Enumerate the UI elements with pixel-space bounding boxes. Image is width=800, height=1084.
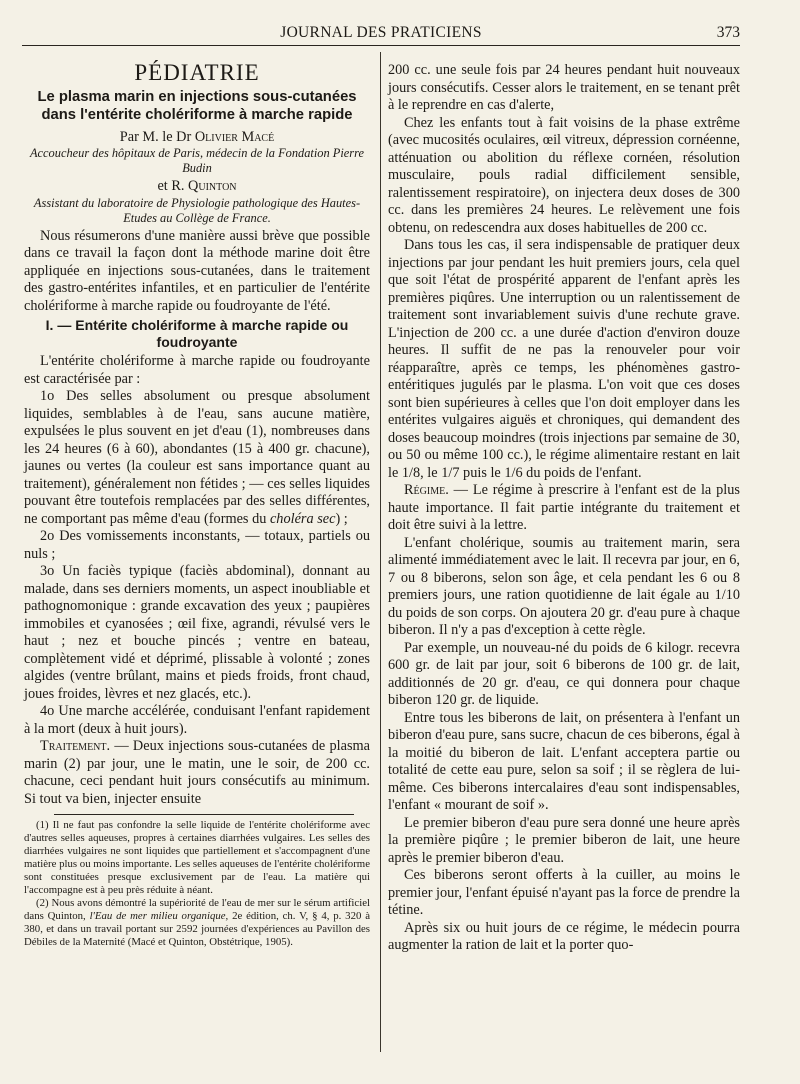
footnote-1: (1) Il ne faut pas confondre la selle liquide de l'entérite cholériforme avec d'autres selles aqueuses, propres à certaines diarrhées vulgaires. Les selles des diarrhées vulgaires ne sont liquides que partiellement et s'accompagnent d'une matière plus ou moins importante. Les selles aqueuses de l'entérite cholériforme sont constituées presque exclusivement par de l'eau. La matière qui l'accompagne est à peu près réduite à néant. [24, 819, 370, 896]
byline-author-1 [24, 129, 370, 147]
footnote-2-text-b: 2e édition, ch. V, § 4, p. 320 à 380, et dans un travail portant sur 2592 journées d'expériences au Pavillon des Débiles de la Maternité (Macé et Quinton, Obstétrique, 1905). [24, 910, 370, 948]
water-bottles-paragraph: Entre tous les biberons de lait, on présentera à l'enfant un biberon d'eau pure, sans sucre, chacun de ces biberons, égal à la moitié du biberon de lait. L'enfant acceptera partie ou totalité de cette eau pure, selon sa soif ; il se règlera de lui-même. Ces biberons intercalaires d'eau sont indispensables, l'enfant « mourant de soif ». [388, 709, 740, 813]
spoon-paragraph: Ces biberons seront offerts à la cuiller, au moins le premier jour, l'enfant épuisé n'ayant pas la force de prendre la tétine. [388, 867, 740, 918]
definition-paragraph: L'entérite cholériforme à marche rapide ou foudroyante est caractérisée par : [24, 353, 370, 387]
symptom-2-paragraph: 2o Des vomissements inconstants, — totaux, partiels ou nuls ; [24, 528, 370, 562]
treatment-text: — Deux injections sous-cutanées de plasma marin (2) par jour, une le matin, une le soir, de 200 cc. chacune, ceci pendant huit jours consécutifs au minimum. Si tout va bien, injecter ensuite [24, 738, 370, 807]
journal-title: JOURNAL DES PRATICIENS [280, 24, 482, 41]
cholera-sec-term: choléra sec [269, 510, 336, 527]
symptom-3-paragraph: 3o Un faciès typique (faciès abdominal), donnant au malade, dans ses derniers moments, un aspect inoubliable et pathognomonique : grande excavation des yeux ; paupières immobiles et cyanosées ; œil fixe, agrandi, révulsé vers le haut ; nez et bouche pincés ; ventre en bateau, complètement vidé et déprimé, plissable à volonté ; zones algides (ventre brûlant, mains et pieds froids, front chaud, joues froides, lèvres et nez glacés, etc.). [24, 563, 370, 702]
intro-paragraph: Nous résumerons d'une manière aussi brève que possible dans ce travail la façon dont la méthode marine doit être appliquée en injections sous-cutanées, dans le traitement des gastro-entérites infantiles, et en particulier de l'entérite cholériforme à marche rapide ou foudroyante de l'été. [24, 227, 370, 314]
injections-paragraph: Dans tous les cas, il sera indispensable de pratiquer deux injections par jour pendant les huit premiers jours, cela quel que soit l'état de prospérité apparent de l'enfant après les premières piqûres. Une interruption ou un ralentissement de traitement sont invariablement suivis d'une rechute grave. L'injection de 200 cc. a une durée d'action d'environ douze heures. Il suffit de ne pas la renouveler pour voir réapparaître, après ce temps, les phénomènes gastro-entéritiques jugulés par le plasma. L'on voit que ces doses sont bien supérieures à celles que l'on doit employer dans les entérites vulgaires aiguës et chroniques, qui demandent des doses beaucoup moindres (trois injections par semaine de 30, ou 50 ou même 100 cc.), le régime alimentaire restant en lait le 1/8, le 1/7 puis le 1/6 du poids de l'enfant. [388, 237, 740, 481]
article-title: Le plasma marin en injections sous-cutanées dans l'entérite cholériforme à marche rapide [37, 88, 357, 123]
byline-prefix-1: Par M. le Dr [119, 128, 192, 145]
regime-paragraph [388, 482, 740, 535]
first-bottle-paragraph: Le premier biberon d'eau pure sera donné une heure après la première piqûre ; le premier biberon de lait, une heure après le premier biberon d'eau. [388, 814, 740, 866]
regime-label: Régime. [404, 482, 449, 498]
symptom-4-paragraph: 4o Une marche accélérée, conduisant l'enfant rapidement à la mort (deux à huit jours). [24, 703, 370, 737]
page-number: 373 [716, 24, 740, 41]
author-1-name: Olivier Macé [194, 128, 275, 145]
section-title: PÉDIATRIE [134, 60, 260, 85]
extreme-phase-paragraph: Chez les enfants tout à fait voisins de la phase extrême (avec mucosités oculaires, œil vitreux, dépression cornéenne, atténuation ou abolition du réflexe cornéen, résolution musculaire, pouls radial difficilement sensible, ralentissement respiratoire), on injectera deux doses de 300 cc. dans les premières 24 heures. Le relèvement une fois obtenu, on redescendra aux doses habituelles de 200 cc. [388, 114, 740, 236]
byline-prefix-2: et R. [157, 178, 185, 194]
symptom-1-text: 1o Des selles absolument ou presque absolument liquides, semblables à de l'eau, sans aucune matière, expulsées le plus souvent en jet d'eau (1), nombreuses dans les 24 heures (6 à 60), abondantes (15 à 400 gr. chacune), jaunes ou vertes (la couleur est sans importance quant au traitement), généralement non fétides ; — ces selles liquides pouvant être toutefois remplacées par des selles différentes, ne comportant pas même d'eau (formes du [24, 388, 370, 527]
author-2-name: Quinton [188, 178, 237, 194]
footnote-rule [54, 814, 354, 815]
byline-author-2 [24, 178, 370, 196]
affiliation-2: Assistant du laboratoire de Physiologie pathologique des Hautes-Etudes au Collège de France. [33, 195, 361, 225]
after-days-paragraph: Après six ou huit jours de ce régime, le médecin pourra augmenter la ration de lait et la porter quo- [388, 919, 740, 953]
treatment-paragraph [24, 738, 370, 808]
footnote-2-text-a: (2) Nous avons démontré la supériorité de l'eau de mer sur le sérum artificiel dans Quinton, [24, 897, 370, 922]
column-divider [380, 52, 381, 1052]
treatment-label: Traitement. [40, 738, 111, 754]
header-rule [22, 45, 740, 46]
left-column [24, 60, 370, 949]
regime-text: — Le régime à prescrire à l'enfant est de la plus haute importance. Il fait partie intégrante du traitement et doit être suivi à la lettre. [388, 482, 740, 533]
right-column [388, 62, 740, 955]
page-header [22, 14, 740, 44]
continuation-paragraph: 200 cc. une seule fois par 24 heures pendant huit nouveaux jours consécutifs. Cesser alors le traitement, en se tenant prêt à le reprendre en cas d'alerte, [388, 62, 740, 113]
symptom-1-end: ) ; [335, 510, 348, 527]
subheading: I. — Entérite cholériforme à marche rapide ou foudroyante [45, 317, 349, 350]
footnote-2-book-title: l'Eau de mer milieu organique, [89, 910, 229, 922]
example-paragraph: Par exemple, un nouveau-né du poids de 6 kilogr. recevra 600 gr. de lait par jour, soit 6 biberons de 100 gr. de lait, additionnés de 20 gr. d'eau, ce qui donnera pour chaque biberon 120 gr. de liquide. [388, 639, 740, 708]
feeding-paragraph: L'enfant cholérique, soumis au traitement marin, sera alimenté immédiatement avec le lait. Il recevra par jour, en 6, 7 ou 8 biberons, selon son âge, et cela pendant les 6 ou 8 premiers jours, une ration quotidienne de lait égale au 1/10 du poids de son corps. On ajoutera 20 gr. d'eau pure à chaque biberon. Il n'y a pas d'exception à cette règle. [388, 534, 740, 638]
symptom-1-paragraph [24, 388, 370, 528]
affiliation-1: Accoucheur des hôpitaux de Paris, médecin de la Fondation Pierre Budin [29, 146, 364, 175]
footnote-2 [24, 897, 370, 949]
